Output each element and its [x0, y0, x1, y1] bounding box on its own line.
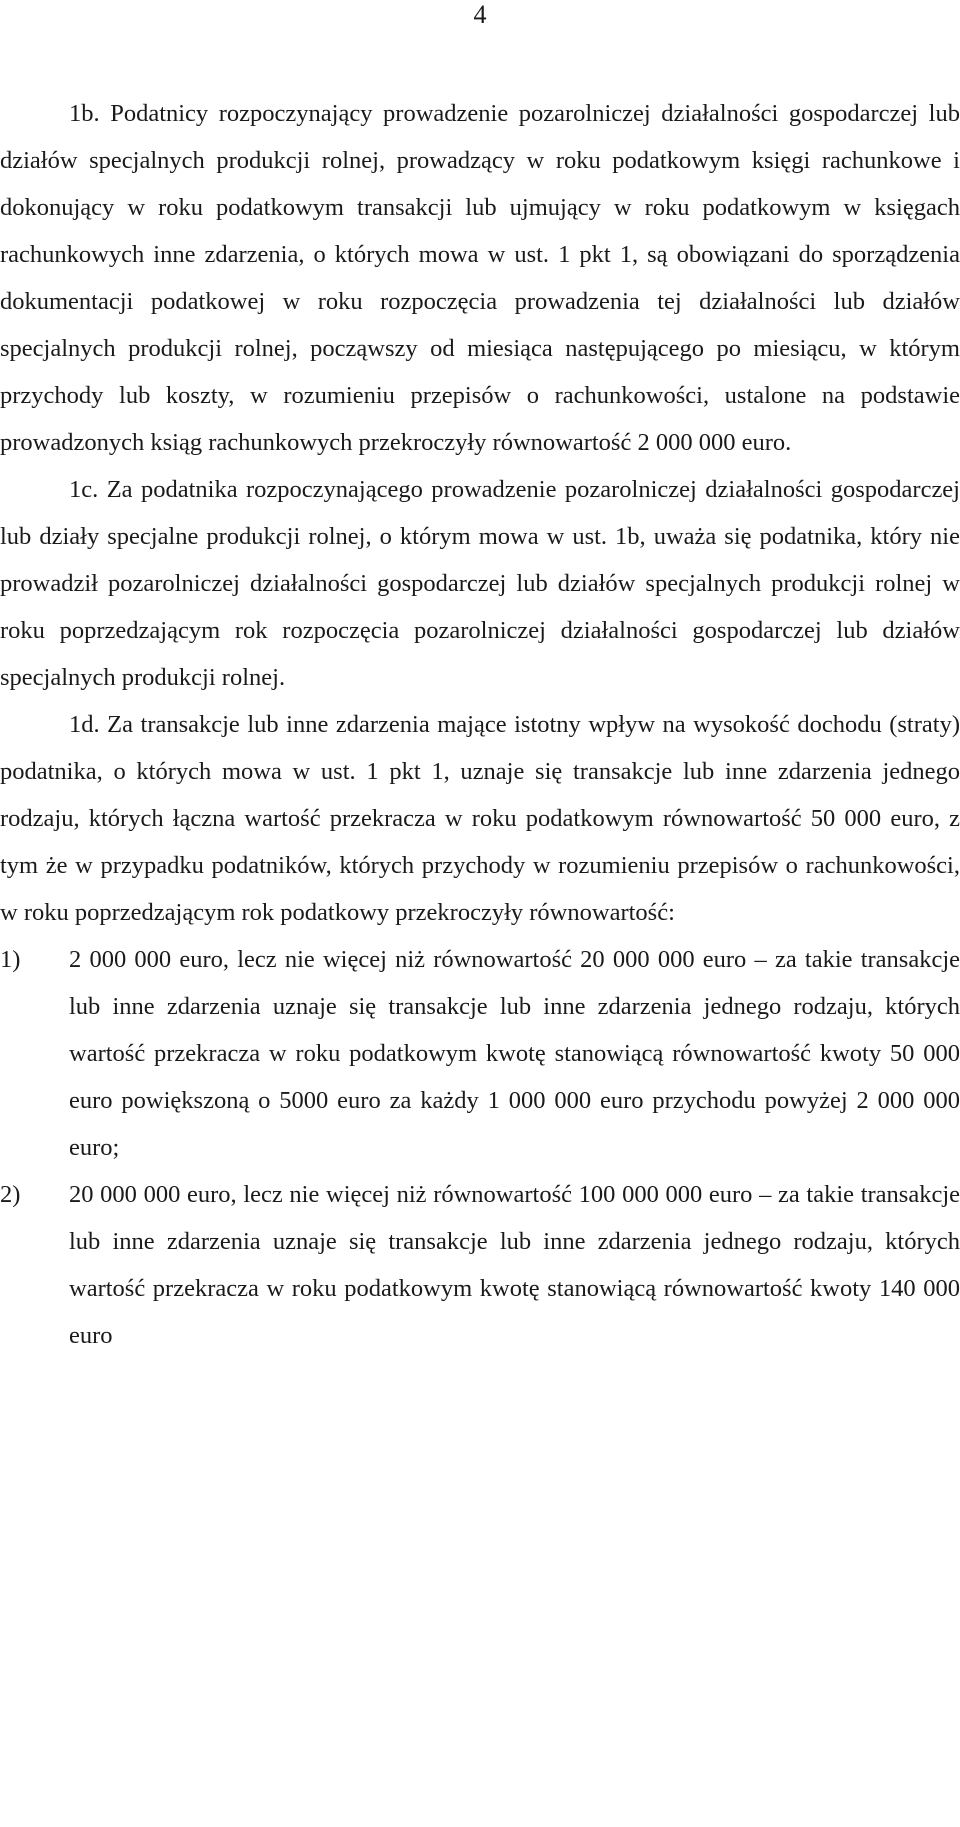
paragraph-1d: 1d. Za transakcje lub inne zdarzenia mające istotny wpływ na wysokość dochodu (straty) podatnika, o których mowa w ust. 1 pkt 1, uznaje się transakcje lub inne zdarzenia jednego rodzaju, których łączna wartość przekracza w roku podatkowym równowartość 50 000 euro, z tym że w przypadku podatników, których przychody w rozumieniu przepisów o rachunkowości, w roku poprzedzającym rok podatkowy przekroczyły równowartość: — [0, 711, 960, 926]
paragraph-1c: 1c. Za podatnika rozpoczynającego prowadzenie pozarolniczej działalności gospodarczej lub działy specjalne produkcji rolnej, o którym mowa w ust. 1b, uważa się podatnika, który nie prowadził pozarolniczej działalności gospodarczej lub działów specjalnych produkcji rolnej w roku poprzedzającym rok rozpoczęcia pozarolniczej działalności gospodarczej lub działów specjalnych produkcji rolnej. — [0, 476, 960, 691]
list-item-1 — [0, 936, 960, 1171]
list-item-text: 2 000 000 euro, lecz nie więcej niż równowartość 20 000 000 euro – za takie transakcje lub inne zdarzenia uznaje się transakcje lub inne zdarzenia jednego rodzaju, których wartość przekracza w roku podatkowym kwotę stanowiącą równowartość kwoty 50 000 euro powiększoną o 5000 euro za każdy 1 000 000 euro przychodu powyżej 2 000 000 euro; — [69, 946, 960, 1161]
list-item-2 — [0, 1171, 960, 1359]
paragraph-1b: 1b. Podatnicy rozpoczynający prowadzenie pozarolniczej działalności gospodarczej lub działów specjalnych produkcji rolnej, prowadzący w roku podatkowym księgi rachunkowe i dokonujący w roku podatkowym transakcji lub ujmujący w roku podatkowym w księgach rachunkowych inne zdarzenia, o których mowa w ust. 1 pkt 1, są obowiązani do sporządzenia dokumentacji podatkowej w roku rozpoczęcia prowadzenia tej działalności lub działów specjalnych produkcji rolnej, począwszy od miesiąca następującego po miesiącu, w którym przychody lub koszty, w rozumieniu przepisów o rachunkowości, ustalone na podstawie prowadzonych ksiąg rachunkowych przekroczyły równowartość 2 000 000 euro. — [0, 100, 960, 456]
list-item-number: 1) — [0, 946, 21, 973]
list-item-text: 20 000 000 euro, lecz nie więcej niż równowartość 100 000 000 euro – za takie transakcje lub inne zdarzenia uznaje się transakcje lub inne zdarzenia jednego rodzaju, których wartość przekracza w roku podatkowym kwotę stanowiącą równowartość kwoty 140 000 euro — [69, 1181, 960, 1349]
page-number: 4 — [473, 0, 487, 29]
document-body — [0, 90, 960, 1359]
list-item-number: 2) — [0, 1181, 21, 1208]
